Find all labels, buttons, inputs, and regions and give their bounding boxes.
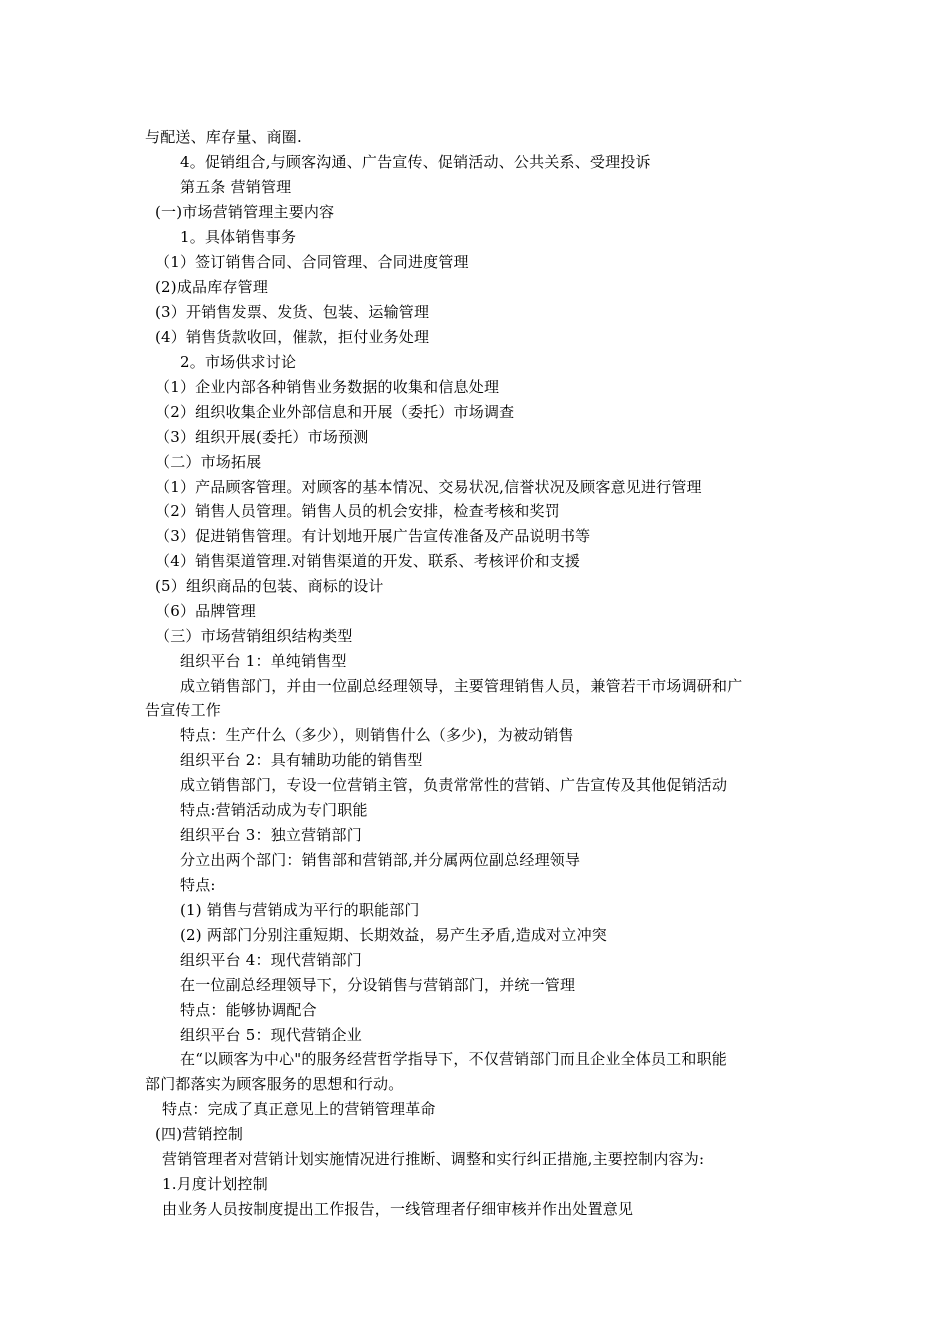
text-line: 在“以顾客为中心"的服务经营哲学指导下，不仅营销部门而且企业全体员工和职能 — [180, 1050, 727, 1068]
list-item: (2)成品库存管理 — [155, 278, 269, 296]
subsection-heading: （三）市场营销组织结构类型 — [155, 627, 353, 645]
text-line: 特点：生产什么（多少），则销售什么（多少)，为被动销售 — [180, 726, 574, 744]
list-item: （3）促进销售管理。有计划地开展广告宣传准备及产品说明书等 — [155, 527, 591, 545]
text-line: 2。市场供求讨论 — [180, 353, 297, 371]
list-item: （3）组织开展(委托）市场预测 — [155, 428, 369, 446]
text-line: 特点:营销活动成为专门职能 — [180, 801, 368, 819]
text-line: 1.月度计划控制 — [162, 1175, 268, 1193]
text-line: 部门都落实为顾客服务的思想和行动。 — [145, 1075, 404, 1093]
text-line: 特点：能够协调配合 — [180, 1001, 317, 1019]
list-item: (3）开销售发票、发货、包装、运输管理 — [155, 303, 430, 321]
text-line: 分立出两个部门：销售部和营销部,并分属两位副总经理领导 — [180, 851, 581, 869]
text-line: 组织平台 4：现代营销部门 — [180, 951, 362, 969]
text-line: 成立销售部门，并由一位副总经理领导，主要管理销售人员，兼管若干市场调研和广 — [180, 677, 743, 695]
list-item: （1）企业内部各种销售业务数据的收集和信息处理 — [155, 378, 500, 396]
list-item: (1) 销售与营销成为平行的职能部门 — [180, 901, 420, 919]
text-line: 在一位副总经理领导下，分设销售与营销部门，并统一管理 — [180, 976, 576, 994]
text-line: 与配送、库存量、商圈. — [145, 128, 302, 146]
list-item: （2）组织收集企业外部信息和开展（委托）市场调查 — [155, 403, 515, 421]
list-item: (4）销售货款收回，催款，拒付业务处理 — [155, 328, 430, 346]
text-line: 1。具体销售事务 — [180, 228, 297, 246]
list-item: （1）签订销售合同、合同管理、合同进度管理 — [155, 253, 469, 271]
text-line: 组织平台 5：现代营销企业 — [180, 1026, 362, 1044]
text-line: 成立销售部门，专设一位营销主管，负责常常性的营销、广告宣传及其他促销活动 — [180, 776, 728, 794]
subsection-heading: (四)营销控制 — [155, 1125, 244, 1143]
list-item: (5）组织商品的包装、商标的设计 — [155, 577, 384, 595]
text-line: 组织平台 2：具有辅助功能的销售型 — [180, 751, 423, 769]
text-line: 由业务人员按制度提出工作报告，一线管理者仔细审核并作出处置意见 — [162, 1200, 634, 1218]
list-item: (2) 两部门分别注重短期、长期效益，易产生矛盾,造成对立冲突 — [180, 926, 607, 944]
text-line: 特点: — [180, 876, 216, 894]
text-line: 组织平台 1：单纯销售型 — [180, 652, 347, 670]
section-heading: 第五条 营销管理 — [180, 178, 292, 196]
subsection-heading: (一)市场营销管理主要内容 — [155, 203, 335, 221]
text-line: 营销管理者对营销计划实施情况进行推断、调整和实行纠正措施,主要控制内容为: — [162, 1150, 705, 1168]
list-item: （6）品牌管理 — [155, 602, 256, 620]
list-item: （4）销售渠道管理.对销售渠道的开发、联系、考核评价和支援 — [155, 552, 581, 570]
text-line: 4。促销组合,与顾客沟通、广告宣传、促销活动、公共关系、受理投诉 — [180, 153, 651, 171]
text-line: 组织平台 3：独立营销部门 — [180, 826, 362, 844]
list-item: （1）产品顾客管理。对顾客的基本情况、交易状况,信誉状况及顾客意见进行管理 — [155, 478, 702, 496]
subsection-heading: （二）市场拓展 — [155, 453, 262, 471]
text-line: 特点：完成了真正意见上的营销管理革命 — [162, 1100, 436, 1118]
list-item: （2）销售人员管理。销售人员的机会安排，检查考核和奖罚 — [155, 502, 560, 520]
text-line: 告宣传工作 — [145, 701, 222, 719]
